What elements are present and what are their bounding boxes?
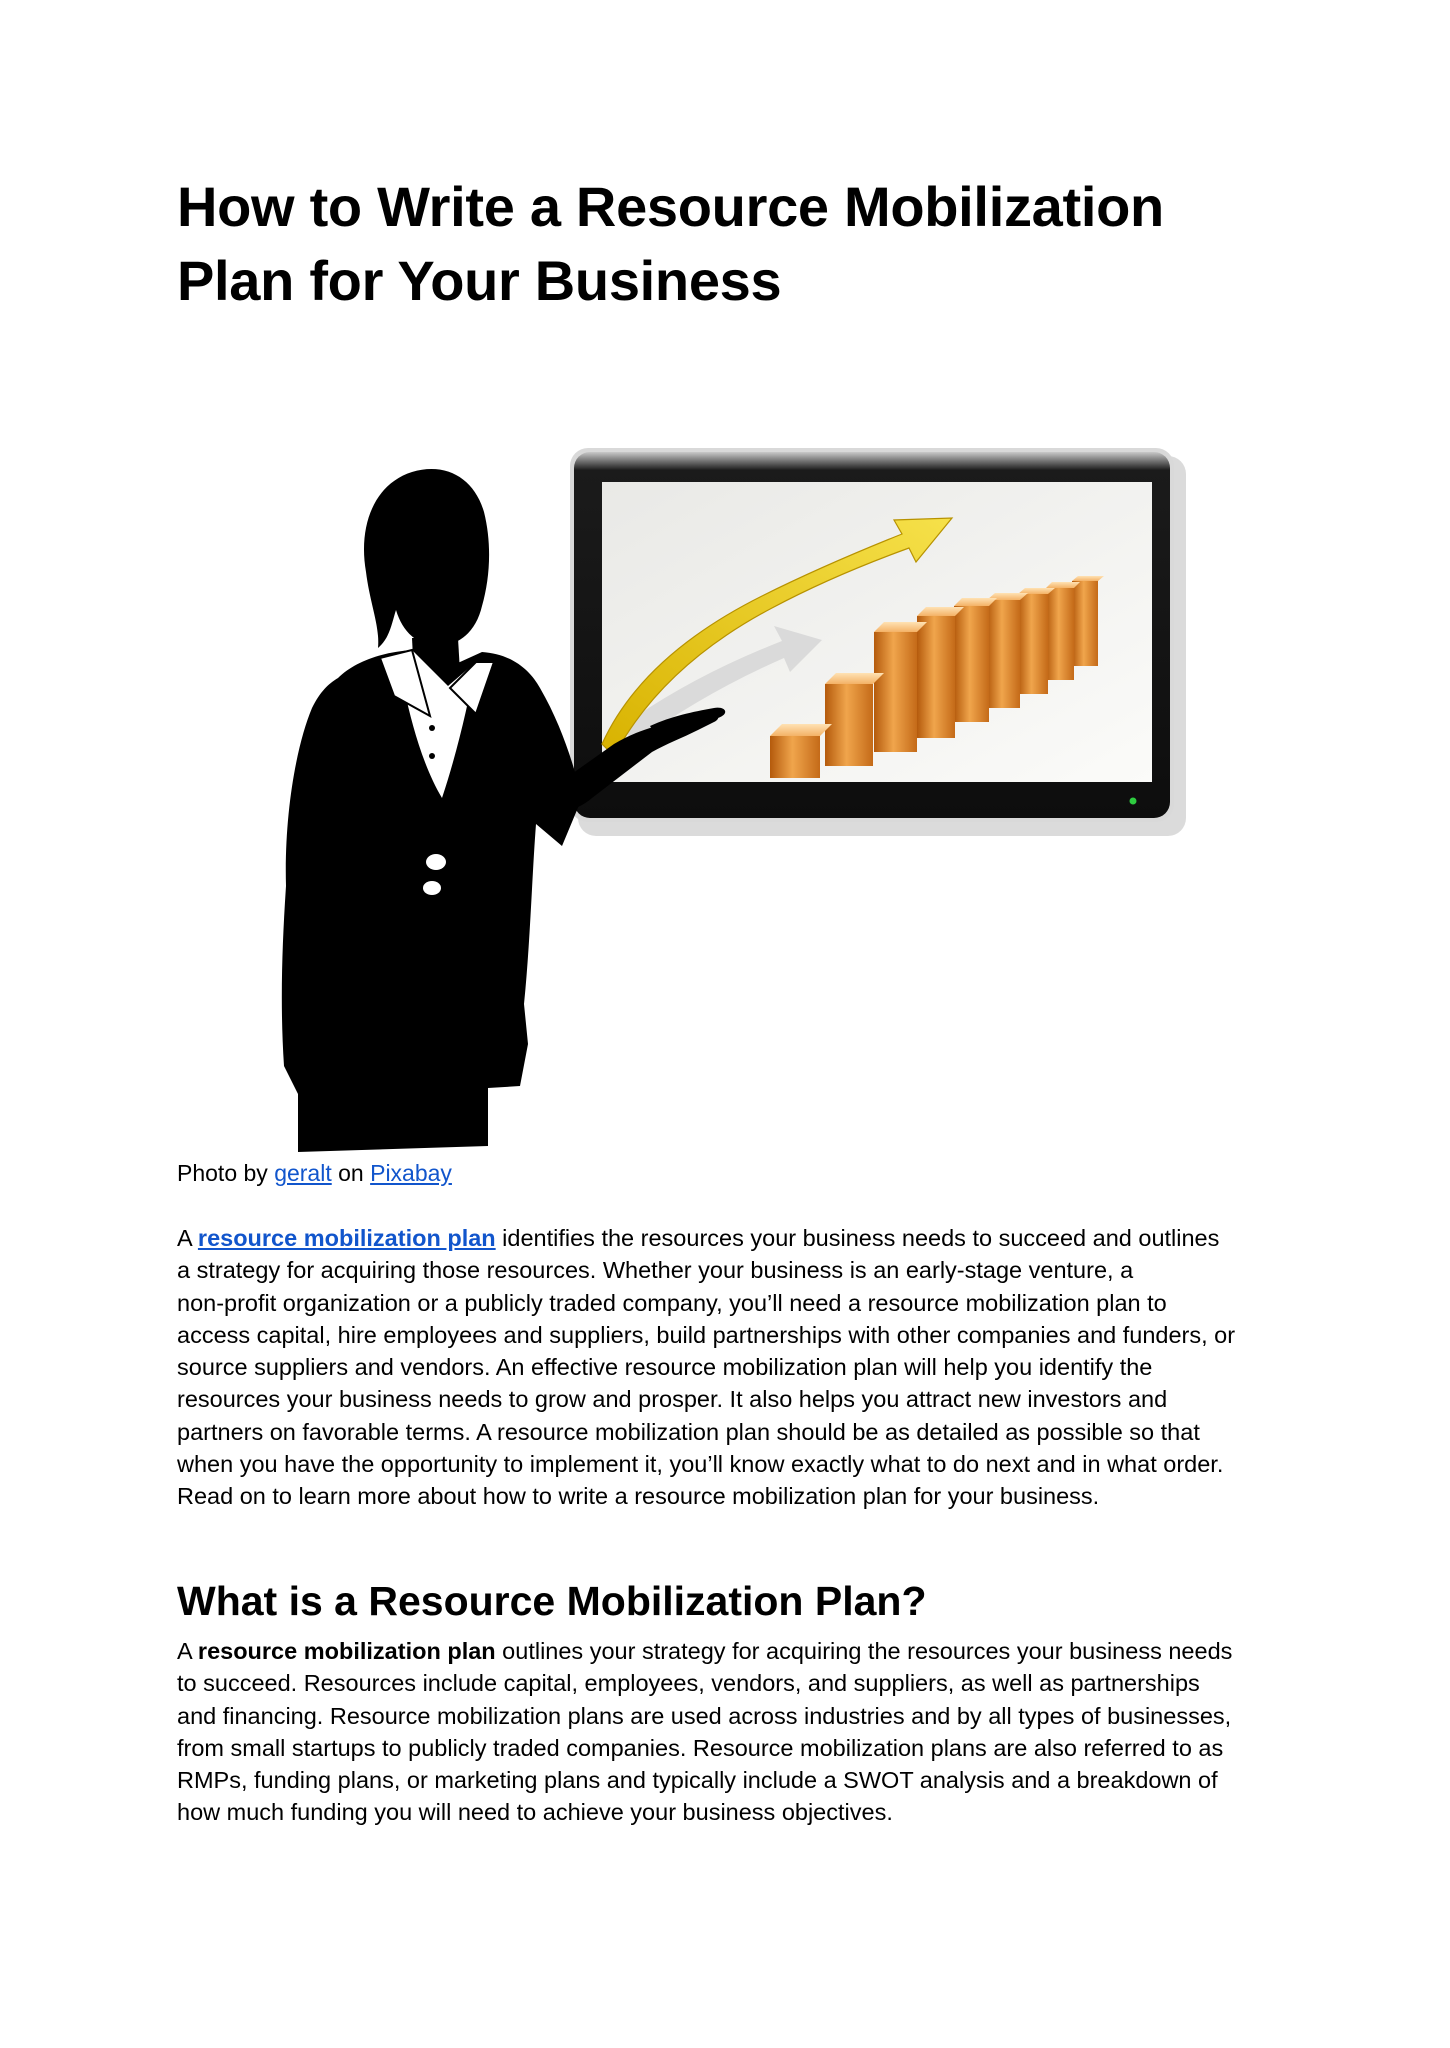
credit-connector: on [338, 1160, 364, 1186]
def-lead: A [177, 1638, 192, 1664]
def-line: to succeed. Resources include capital, employees, vendors, and suppliers, as well as partnerships [177, 1670, 1200, 1697]
intro-line-1-rest: identifies the resources your business needs to succeed and outlines [495, 1225, 1220, 1251]
def-line: RMPs, funding plans, or marketing plans and typically include a SWOT analysis and a breakdown of [177, 1767, 1218, 1794]
article-title [177, 170, 1277, 318]
article-photo [262, 426, 1198, 1152]
definition-paragraph [177, 1635, 1297, 1829]
intro-lead: A [177, 1225, 192, 1251]
intro-line: when you have the opportunity to implement it, you’ll know exactly what to do next and in what order. [177, 1451, 1224, 1478]
photo-source-link[interactable]: Pixabay [370, 1160, 452, 1186]
title-line-1: How to Write a Resource Mobilization [177, 175, 1164, 238]
def-bold-term: resource mobilization plan [197, 1638, 496, 1664]
intro-line: non-profit organization or a publicly traded company, you’ll need a resource mobilization plan to [177, 1289, 1167, 1316]
section-heading: What is a Resource Mobilization Plan? [177, 1578, 927, 1624]
photo-credit [177, 1158, 452, 1188]
intro-line: Read on to learn more about how to write a resource mobilization plan for your business. [177, 1483, 1100, 1510]
photo-author-link[interactable]: geralt [274, 1160, 332, 1186]
def-line: from small startups to publicly traded companies. Resource mobilization plans are also referred to as [177, 1734, 1224, 1761]
def-line: and financing. Resource mobilization plans are used across industries and by all types of businesses, [177, 1702, 1232, 1729]
intro-line: source suppliers and vendors. An effective resource mobilization plan will help you identify the [177, 1354, 1153, 1381]
credit-prefix: Photo by [177, 1160, 268, 1186]
def-line-1 [177, 1635, 1297, 1667]
intro-line: access capital, hire employees and suppliers, build partnerships with other companies and funders, or [177, 1321, 1236, 1348]
intro-line: resources your business needs to grow and prosper. It also helps you attract new investors and [177, 1386, 1168, 1413]
power-led-icon [1130, 798, 1137, 805]
def-line-1-rest: outlines your strategy for acquiring the resources your business needs [495, 1638, 1233, 1664]
intro-line: a strategy for acquiring those resources. Whether your business is an early-stage venture, a [177, 1257, 1134, 1284]
intro-line: partners on favorable terms. A resource mobilization plan should be as detailed as possible so that [177, 1418, 1200, 1445]
intro-line-1 [177, 1222, 1297, 1254]
title-line-2: Plan for Your Business [177, 249, 782, 312]
intro-paragraph [177, 1222, 1297, 1513]
resource-mobilization-plan-link[interactable]: resource mobilization plan [197, 1225, 496, 1251]
def-line: how much funding you will need to achieve your business objectives. [177, 1799, 893, 1826]
